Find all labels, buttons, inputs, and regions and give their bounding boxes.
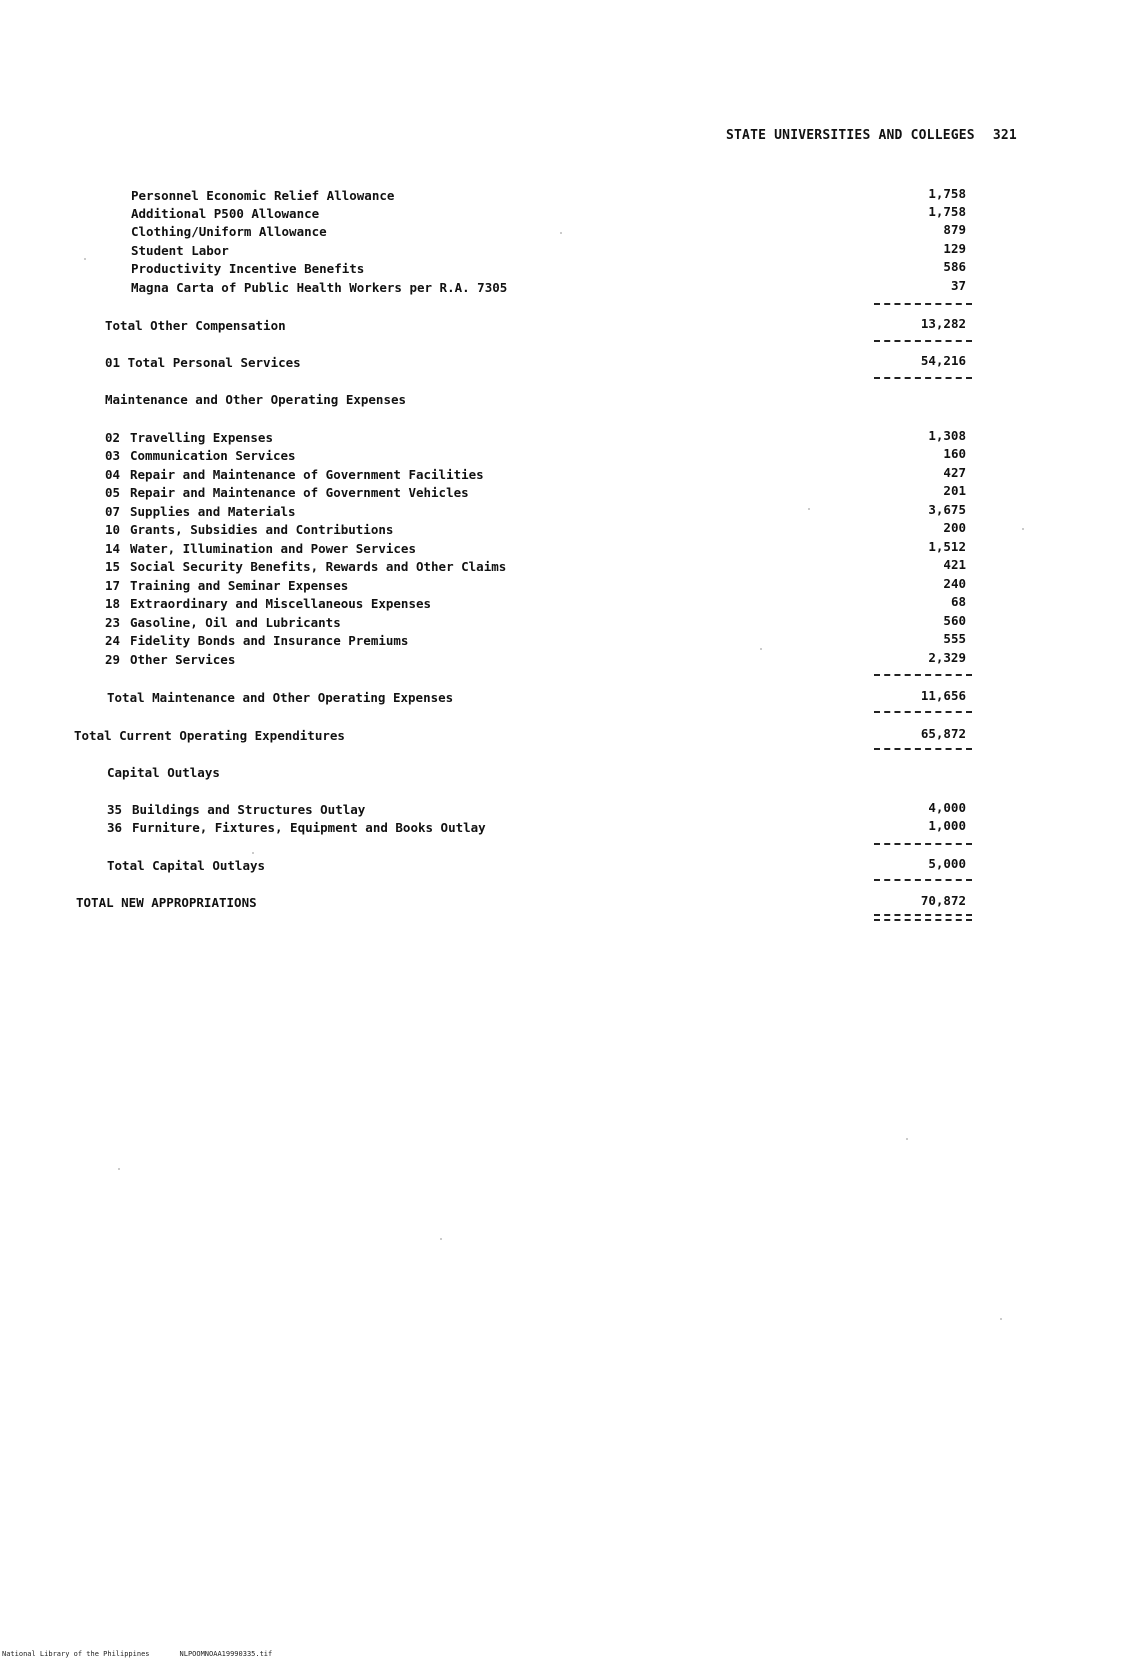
line-item — [105, 448, 296, 464]
scan-speck — [1000, 1318, 1002, 1320]
line-item-label: Extraordinary and Miscellaneous Expenses — [130, 596, 432, 611]
line-item-label: Social Security Benefits, Rewards and Other Claims — [130, 559, 507, 574]
line-item-code: 15 — [105, 559, 121, 574]
line-item — [105, 596, 431, 612]
line-item — [105, 430, 273, 446]
line-item-label: Grants, Subsidies and Contributions — [130, 522, 394, 537]
scan-speck — [440, 1238, 442, 1240]
line-item-amount: 4,000 — [928, 800, 966, 815]
line-item-code: 29 — [105, 652, 121, 667]
line-item — [105, 559, 506, 575]
line-item-code: 23 — [105, 615, 121, 630]
line-item-amount: 37 — [950, 278, 966, 293]
header-title: STATE UNIVERSITIES AND COLLEGES — [726, 128, 975, 143]
line-item-amount: 129 — [943, 241, 966, 256]
line-item-code: 05 — [105, 485, 121, 500]
line-item-label: Personnel Economic Relief Allowance — [131, 188, 395, 203]
total-other-compensation-amount: 13,282 — [920, 316, 966, 331]
line-item-amount: 421 — [943, 557, 966, 572]
line-item-label: Additional P500 Allowance — [131, 206, 320, 221]
scan-speck — [252, 852, 254, 854]
footer-library: National Library of the Philippines — [2, 1650, 150, 1658]
line-item-code: 10 — [105, 522, 121, 537]
total-capital-amount: 5,000 — [928, 856, 966, 871]
line-item-label: Repair and Maintenance of Government Facilities — [130, 467, 484, 482]
footer-file: NLPOOMNOAA19990335.tif — [179, 1650, 273, 1658]
line-item-label: Training and Seminar Expenses — [130, 578, 349, 593]
section-heading-mooe: Maintenance and Other Operating Expenses — [105, 392, 407, 407]
line-item — [105, 652, 235, 668]
line-item-label: Travelling Expenses — [130, 430, 273, 445]
line-item — [105, 633, 408, 649]
subtotal-rule — [874, 674, 972, 676]
line-item-amount: 68 — [950, 594, 966, 609]
total-personal-services-label: 01 Total Personal Services — [105, 355, 301, 370]
scan-speck — [906, 1138, 908, 1140]
grand-total-double-rule — [874, 914, 972, 921]
line-item-label: Supplies and Materials — [130, 504, 296, 519]
line-item — [105, 522, 393, 538]
line-item-amount: 1,308 — [928, 428, 966, 443]
line-item-label: Furniture, Fixtures, Equipment and Books Outlay — [132, 820, 486, 835]
line-item-label: Productivity Incentive Benefits — [131, 261, 365, 276]
line-item-amount: 586 — [943, 259, 966, 274]
scan-speck — [808, 508, 810, 510]
line-item — [107, 820, 486, 836]
line-item-label: Fidelity Bonds and Insurance Premiums — [130, 633, 409, 648]
subtotal-rule — [874, 748, 972, 750]
scan-speck — [560, 232, 562, 234]
total-new-appropriations-amount: 70,872 — [920, 893, 966, 908]
line-item — [105, 485, 469, 501]
total-current-operating-amount: 65,872 — [920, 726, 966, 741]
line-item-amount: 879 — [943, 222, 966, 237]
line-item-label: Repair and Maintenance of Government Vehicles — [130, 485, 469, 500]
line-item-code: 17 — [105, 578, 121, 593]
line-item-amount: 427 — [943, 465, 966, 480]
line-item-label: Buildings and Structures Outlay — [132, 802, 366, 817]
scan-speck — [118, 1168, 120, 1170]
line-item — [105, 615, 341, 631]
line-item-label: Clothing/Uniform Allowance — [131, 224, 327, 239]
subtotal-rule — [874, 879, 972, 881]
line-item — [107, 802, 365, 818]
total-current-operating-label: Total Current Operating Expenditures — [74, 728, 345, 743]
line-item-amount: 1,512 — [928, 539, 966, 554]
line-item-code: 02 — [105, 430, 121, 445]
total-mooe-label: Total Maintenance and Other Operating Expenses — [107, 690, 454, 705]
line-item-amount: 3,675 — [928, 502, 966, 517]
subtotal-rule — [874, 843, 972, 845]
total-personal-services-amount: 54,216 — [920, 353, 966, 368]
subtotal-rule — [874, 303, 972, 305]
line-item-amount: 200 — [943, 520, 966, 535]
line-item-label: Other Services — [130, 652, 236, 667]
line-item-code: 24 — [105, 633, 121, 648]
line-item-code: 36 — [107, 820, 123, 835]
total-capital-label: Total Capital Outlays — [107, 858, 266, 873]
scan-speck — [84, 258, 86, 260]
page-header — [726, 128, 1017, 143]
line-item-amount: 160 — [943, 446, 966, 461]
line-item-amount: 560 — [943, 613, 966, 628]
line-item-code: 03 — [105, 448, 121, 463]
line-item-label: Student Labor — [131, 243, 229, 258]
line-item-code: 07 — [105, 504, 121, 519]
scan-speck — [760, 648, 762, 650]
total-new-appropriations-label: TOTAL NEW APPROPRIATIONS — [76, 895, 257, 910]
section-heading-capital: Capital Outlays — [107, 765, 220, 780]
line-item-amount: 1,758 — [928, 204, 966, 219]
line-item-code: 35 — [107, 802, 123, 817]
total-other-compensation-label: Total Other Compensation — [105, 318, 286, 333]
subtotal-rule — [874, 377, 972, 379]
line-item-label: Water, Illumination and Power Services — [130, 541, 416, 556]
total-mooe-amount: 11,656 — [920, 688, 966, 703]
line-item — [105, 467, 484, 483]
line-item-label: Communication Services — [130, 448, 296, 463]
page-number: 321 — [992, 128, 1017, 143]
line-item-code: 14 — [105, 541, 121, 556]
subtotal-rule — [874, 711, 972, 713]
line-item-amount: 2,329 — [928, 650, 966, 665]
line-item-label: Gasoline, Oil and Lubricants — [130, 615, 341, 630]
subtotal-rule — [874, 340, 972, 342]
scan-footer — [2, 1650, 272, 1658]
line-item — [105, 504, 296, 520]
line-item-amount: 1,758 — [928, 186, 966, 201]
line-item-amount: 201 — [943, 483, 966, 498]
line-item-amount: 1,000 — [928, 818, 966, 833]
line-item — [105, 578, 348, 594]
scan-speck — [1022, 528, 1024, 530]
line-item-amount: 240 — [943, 576, 966, 591]
line-item-label: Magna Carta of Public Health Workers per R.A. 7305 — [131, 280, 508, 295]
line-item-code: 18 — [105, 596, 121, 611]
line-item-amount: 555 — [943, 631, 966, 646]
line-item — [105, 541, 416, 557]
line-item-code: 04 — [105, 467, 121, 482]
